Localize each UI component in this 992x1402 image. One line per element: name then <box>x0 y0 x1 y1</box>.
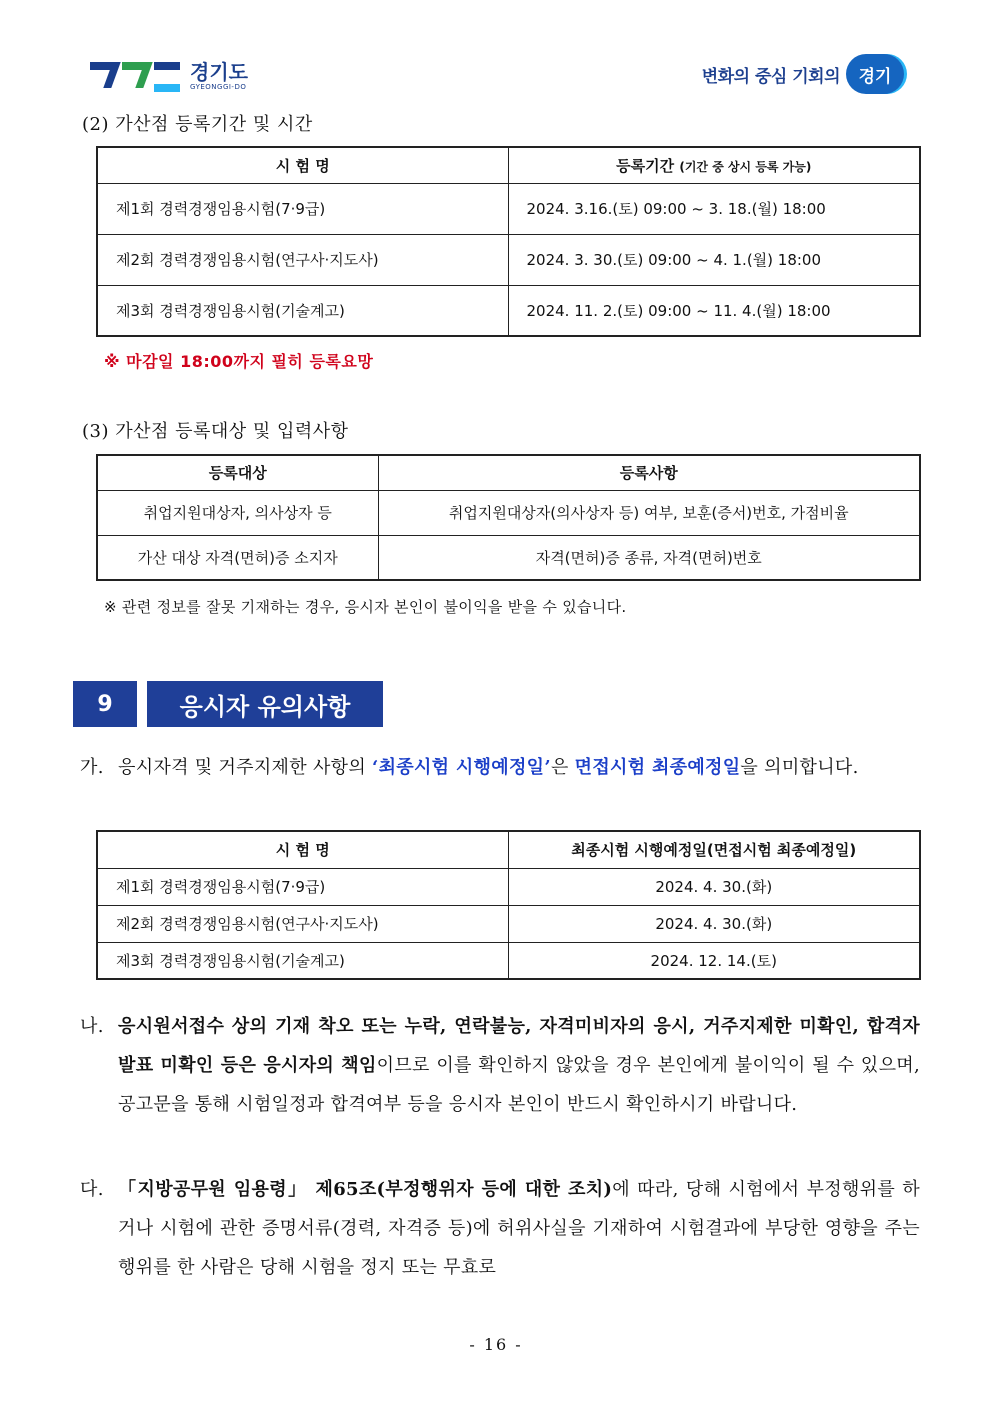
cell-period: 2024. 3. 30.(토) 09:00 ~ 4. 1.(월) 18:00 <box>508 234 920 285</box>
table-header-row <box>97 831 920 868</box>
cell-exam: 제3회 경력경쟁임용시험(기술계고) <box>97 942 508 979</box>
item-na <box>80 1007 920 1124</box>
item-da <box>80 1170 920 1287</box>
cell-date: 2024. 12. 14.(토) <box>508 942 920 979</box>
section-title: 응시자 유의사항 <box>147 681 383 727</box>
table-row <box>97 942 920 979</box>
table-row <box>97 535 920 580</box>
item-marker: 가. <box>80 757 104 778</box>
cell-exam: 제2회 경력경쟁임용시험(연구사·지도사) <box>97 234 508 285</box>
header-exam-name: 시 험 명 <box>97 831 508 868</box>
gyeonggi-logo <box>90 58 248 94</box>
cell-exam: 제1회 경력경쟁임용시험(7·9급) <box>97 183 508 234</box>
cell-exam: 제1회 경력경쟁임용시험(7·9급) <box>97 868 508 905</box>
table-row <box>97 868 920 905</box>
item-text: 응시자격 및 거주지제한 사항의 <box>118 757 373 778</box>
info-note: ※ 관련 정보를 잘못 기재하는 경우, 응시자 본인이 불이익을 받을 수 있습니다. <box>104 598 627 616</box>
header-items: 등록사항 <box>378 455 920 490</box>
cell-date: 2024. 4. 30.(화) <box>508 868 920 905</box>
table-row <box>97 234 920 285</box>
highlight-text: ‘최종시험 시행예정일’ <box>372 757 551 778</box>
highlight-text: 면접시험 최종예정일 <box>574 757 741 778</box>
section-number-badge: 9 <box>73 681 137 727</box>
header-period: 등록기간 (기간 중 상시 등록 가능) <box>508 147 920 183</box>
cell-target: 가산 대상 자격(면허)증 소지자 <box>97 535 378 580</box>
header-final-date: 최종시험 시행예정일(면접시험 최종예정일) <box>508 831 920 868</box>
table-row <box>97 490 920 535</box>
item-ga <box>80 748 920 787</box>
item-marker: 다. <box>80 1179 104 1200</box>
item-text: 이므로 이를 확인하지 않았을 경우 본인에게 불이익이 될 수 있으며, 공고문을 통해 시험일정과 합격여부 등을 응시자 본인이 반드시 확인하시기 바랍니다. <box>118 1055 920 1115</box>
final-exam-date-table <box>96 830 921 980</box>
cell-period: 2024. 3.16.(토) 09:00 ~ 3. 18.(월) 18:00 <box>508 183 920 234</box>
item-text: 에 따라, 당해 시험에서 부정행위를 하거나 시험에 관한 증명서류(경력, 자격증 등)에 허위사실을 기재하여 시험결과에 부당한 영향을 주는 행위를 한 사람은 당해 시험을 정지 또는 무효로 <box>118 1179 920 1278</box>
table-row <box>97 905 920 942</box>
table-row <box>97 183 920 234</box>
slogan-text: 변화의 중심 기회의 <box>701 66 840 87</box>
header-exam-name: 시 험 명 <box>97 147 508 183</box>
section-2-heading: (2) 가산점 등록기간 및 시간 <box>82 114 313 135</box>
cell-items: 취업지원대상자(의사상자 등) 여부, 보훈(증서)번호, 가점비율 <box>378 490 920 535</box>
cell-period: 2024. 11. 2.(토) 09:00 ~ 11. 4.(월) 18:00 <box>508 285 920 336</box>
logo-subtext: GYEONGGI-DO <box>190 82 247 91</box>
item-text: 을 의미합니다. <box>740 757 859 778</box>
logo-text: 경기도 <box>190 59 248 84</box>
cell-exam: 제3회 경력경쟁임용시험(기술계고) <box>97 285 508 336</box>
section-3-heading: (3) 가산점 등록대상 및 입력사항 <box>82 421 349 442</box>
bold-text: 응시원서접수 상의 기재 착오 또는 누락, 연락불능, 자격미비자의 응시, 거주지제한 미확인, 합격자발표 미확인 등은 응시자의 책임 <box>118 1016 920 1076</box>
header-target: 등록대상 <box>97 455 378 490</box>
gyeonggi-logo-mark <box>90 58 182 94</box>
cell-items: 자격(면허)증 종류, 자격(면허)번호 <box>378 535 920 580</box>
cell-target: 취업지원대상자, 의사상자 등 <box>97 490 378 535</box>
slogan-logo <box>702 54 904 94</box>
cell-exam: 제2회 경력경쟁임용시험(연구사·지도사) <box>97 905 508 942</box>
item-text: 은 <box>550 757 575 778</box>
page-number: - 16 - <box>469 1335 523 1354</box>
registration-period-table <box>96 146 921 337</box>
table-header-row <box>97 455 920 490</box>
deadline-note: ※ 마감일 18:00까지 필히 등록요망 <box>104 352 374 371</box>
cell-date: 2024. 4. 30.(화) <box>508 905 920 942</box>
bold-text: 「지방공무원 임용령」 제65조(부정행위자 등에 대한 조치) <box>118 1179 613 1200</box>
table-header-row <box>97 147 920 183</box>
table-row <box>97 285 920 336</box>
item-marker: 나. <box>80 1016 104 1037</box>
registration-target-table <box>96 454 921 581</box>
slogan-badge: 경기 <box>846 54 904 94</box>
